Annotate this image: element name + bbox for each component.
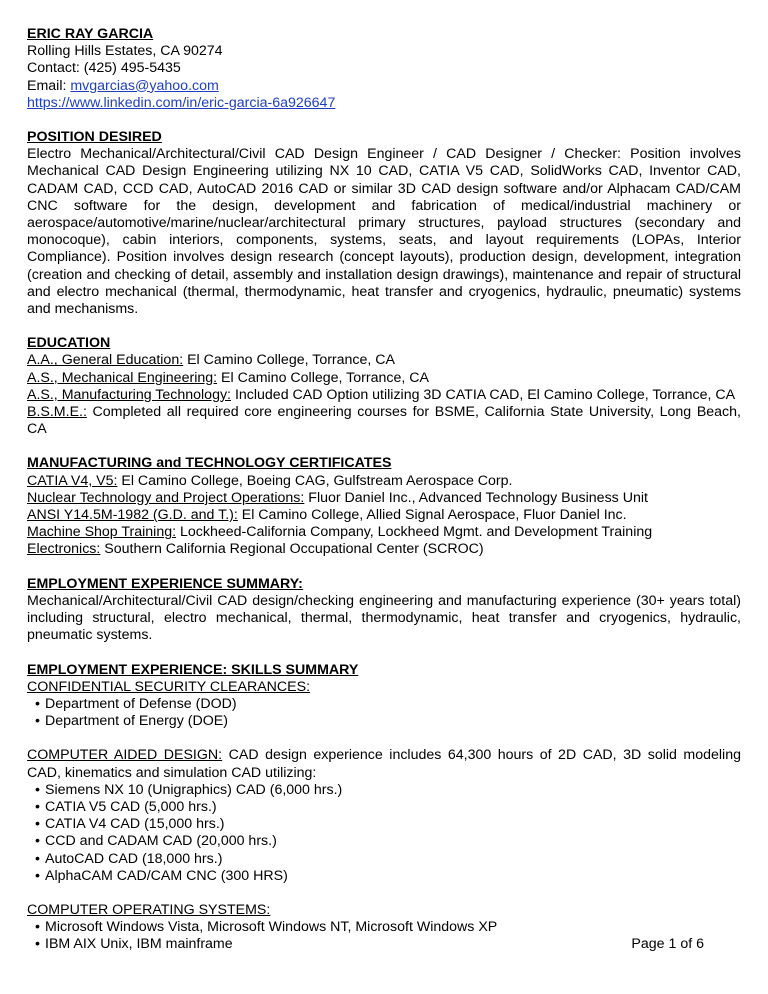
contact-phone: Contact: (425) 495-5435	[27, 60, 181, 77]
education-detail: El Camino College, Torrance, CA	[183, 352, 396, 369]
bullet-icon: •	[35, 713, 40, 730]
certificate-item	[27, 473, 741, 490]
certificate-item	[27, 541, 741, 558]
bullet-icon: •	[35, 936, 40, 953]
email-link[interactable]: mvgarcias@yahoo.com	[70, 77, 219, 94]
education-detail: Included CAD Option utilizing 3D CATIA CAD, El Camino College, Torrance, CA	[231, 386, 736, 403]
linkedin-line	[27, 95, 741, 112]
email-label: Email:	[27, 77, 71, 94]
list-item: • AlphaCAM CAD/CAM CNC (300 HRS)	[35, 867, 288, 884]
certificates-heading: MANUFACTURING and TECHNOLOGY CERTIFICATES	[27, 455, 392, 472]
education-label: A.A., General Education:	[27, 352, 184, 369]
address: Rolling Hills Estates, CA 90274	[27, 43, 223, 60]
education-item	[27, 352, 741, 369]
education-item	[27, 387, 741, 404]
certificate-item	[27, 507, 741, 524]
bullet-icon: •	[35, 850, 40, 867]
cad-paragraph	[27, 747, 741, 781]
position-heading: POSITION DESIRED	[27, 129, 162, 146]
list-item: • Department of Defense (DOD)	[35, 695, 237, 712]
linkedin-link[interactable]: https://www.linkedin.com/in/eric-garcia-6a926647	[27, 94, 336, 111]
clearances-label: CONFIDENTIAL SECURITY CLEARANCES:	[27, 678, 311, 695]
education-heading: EDUCATION	[27, 335, 111, 352]
certificate-label: Electronics:	[27, 541, 101, 558]
education-item	[27, 370, 741, 387]
email-line	[27, 78, 741, 95]
candidate-name: ERIC RAY GARCIA	[27, 26, 154, 42]
certificate-detail: Southern California Regional Occupational Center (SCROC)	[100, 541, 484, 558]
education-label: A.S., Mechanical Engineering:	[27, 369, 218, 386]
education-detail: Completed all required core engineering courses for BSME, California State University, Long Beach, CA	[27, 404, 741, 438]
education-item	[27, 404, 741, 438]
bullet-icon: •	[35, 781, 40, 798]
list-item: • CATIA V4 CAD (15,000 hrs.)	[35, 816, 225, 833]
education-label: A.S., Manufacturing Technology:	[27, 386, 231, 403]
skills-heading: EMPLOYMENT EXPERIENCE: SKILLS SUMMARY	[27, 661, 359, 678]
list-item: • Microsoft Windows Vista, Microsoft Windows NT, Microsoft Windows XP	[35, 919, 498, 936]
bullet-icon: •	[35, 816, 40, 833]
certificate-detail: Fluor Daniel Inc., Advanced Technology Business Unit	[304, 489, 648, 506]
bullet-icon: •	[35, 798, 40, 815]
education-label: B.S.M.E.:	[27, 404, 87, 421]
bullet-icon: •	[35, 695, 40, 712]
cad-label: COMPUTER AIDED DESIGN:	[27, 747, 223, 764]
education-detail: El Camino College, Torrance, CA	[217, 369, 429, 386]
certificate-detail: Lockheed-California Company, Lockheed Mgmt. and Development Training	[176, 524, 653, 541]
certificate-label: Nuclear Technology and Project Operations:	[27, 489, 305, 506]
bullet-icon: •	[35, 919, 40, 936]
certificate-item	[27, 524, 741, 541]
cad-detail: CAD design experience includes 64,300 hours of 2D CAD, 3D solid modeling CAD, kinematics and simulation CAD utilizing:	[27, 747, 741, 781]
certificate-label: ANSI Y14.5M-1982 (G.D. and T.):	[27, 507, 238, 524]
certificate-detail: El Camino College, Allied Signal Aerospace, Fluor Daniel Inc.	[237, 507, 627, 524]
position-text: Electro Mechanical/Architectural/Civil CAD Design Engineer / CAD Designer / Checker: Position involves Mechanical CAD Design Engineering utilizing NX 10 CAD, CATIA V5 CAD, SolidWorks CAD, Inventor CAD, CADAM CAD, CCD CAD, AutoCAD 2016 CAD or similar 3D CAD design software and/or Alphacam CAD/CAM CNC software for the design, development and fabrication of medical/industrial machinery or aerospace/automotive/marine/nuclear/architectural primary structures, payload structures (secondary and monocoque), cabin interiors, components, systems, seats, and layout requirements (LOPAs, Interior Compliance). Position involves design research (concept layouts), production design, development, integration (creation and checking of detail, assembly and installation design drawings), maintenance and repair of structural and electro mechanical (thermal, thermodynamic, heat transfer and cryogenics, hydraulic, pneumatic) systems and mechanisms.	[27, 146, 741, 318]
summary-heading: EMPLOYMENT EXPERIENCE SUMMARY:	[27, 575, 303, 592]
os-label: COMPUTER OPERATING SYSTEMS:	[27, 901, 271, 918]
list-item: • IBM AIX Unix, IBM mainframe Page 1 of 6	[35, 936, 704, 953]
list-item: • CCD and CADAM CAD (20,000 hrs.)	[35, 833, 277, 850]
summary-text: Mechanical/Architectural/Civil CAD design/checking engineering and manufacturing experience (30+ years total) including structural, electro mechanical, thermal, thermodynamic, heat transfer and cryogenics, hydraulic, pneumatic systems.	[27, 592, 741, 644]
list-item: • AutoCAD CAD (18,000 hrs.)	[35, 850, 223, 867]
bullet-icon: •	[35, 833, 40, 850]
certificate-label: CATIA V4, V5:	[27, 472, 118, 489]
page-number: Page 1 of 6	[631, 936, 704, 953]
bullet-icon: •	[35, 867, 40, 884]
certificate-item	[27, 490, 741, 507]
resume-page	[27, 26, 741, 954]
list-item: • Siemens NX 10 (Unigraphics) CAD (6,000 hrs.)	[35, 781, 343, 798]
certificate-detail: El Camino College, Boeing CAG, Gulfstream Aerospace Corp.	[117, 472, 513, 489]
certificate-label: Machine Shop Training:	[27, 524, 177, 541]
list-item: • Department of Energy (DOE)	[35, 713, 228, 730]
list-item: • CATIA V5 CAD (5,000 hrs.)	[35, 798, 217, 815]
